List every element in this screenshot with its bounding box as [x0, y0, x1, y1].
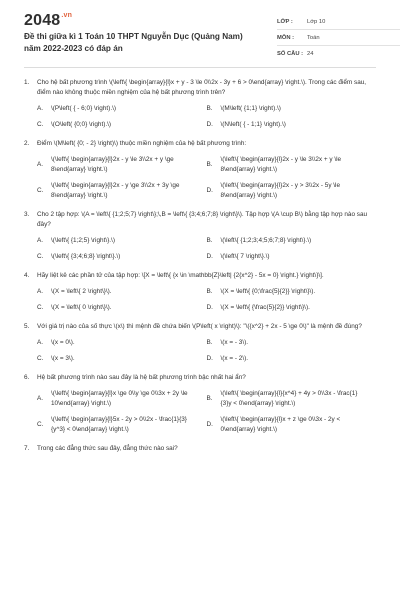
option-letter: A. — [37, 395, 44, 402]
question-4 — [24, 271, 376, 313]
option-letter: A. — [37, 105, 44, 112]
exam-header — [24, 0, 376, 68]
option-text: \(x = - 3\). — [220, 339, 249, 346]
answer-options — [37, 389, 376, 435]
option-b[interactable] — [207, 338, 377, 348]
question-number: 1. — [24, 79, 30, 86]
meta-subject-value: Toán — [307, 34, 320, 41]
meta-class-row — [277, 14, 400, 30]
meta-count-label: SỐ CÂU : — [277, 51, 304, 57]
answer-options — [37, 155, 376, 201]
option-letter: C. — [37, 421, 44, 428]
option-text: \(\left\{ \begin{array}{l}2x - y > 3\\2x - 5y \le 8\end{array} \right.\) — [220, 182, 341, 199]
option-letter: A. — [37, 237, 44, 244]
option-letter: D. — [206, 253, 213, 260]
meta-subject-row — [277, 30, 400, 46]
option-b[interactable] — [207, 389, 377, 409]
option-letter: B. — [206, 105, 213, 112]
question-header — [24, 78, 376, 98]
option-text: \(\left\{ \begin{array}{l}{x^4} + 4y > 0\\3x - \frac{1}{3}y < 0\end{array} \right.\) — [220, 390, 358, 407]
question-header — [24, 139, 376, 149]
question-number: 7. — [24, 445, 30, 452]
option-d[interactable] — [207, 252, 377, 262]
option-letter: A. — [37, 288, 44, 295]
logo-text: 2048 — [24, 12, 61, 29]
option-letter: D. — [206, 121, 213, 128]
answer-options — [37, 104, 376, 130]
question-header — [24, 322, 376, 332]
meta-class-label: LỚP : — [277, 18, 293, 25]
option-text: \(\left\{ 7 \right\}.\) — [220, 253, 270, 260]
option-letter: C. — [37, 187, 44, 194]
question-7 — [24, 444, 376, 454]
option-letter: B. — [206, 237, 213, 244]
option-letter: B. — [206, 339, 213, 346]
option-text: \(X = \left\{ 0 \right\}\). — [51, 304, 112, 311]
option-c[interactable] — [37, 354, 207, 364]
option-a[interactable] — [37, 287, 207, 297]
option-a[interactable] — [37, 236, 207, 246]
meta-count-row — [277, 46, 400, 62]
exam-meta — [277, 14, 400, 62]
option-text: \(x = - 2\). — [220, 355, 249, 362]
question-text: Cho 2 tập hợp: \(A = \left\{ {1;2;5;7} \right\};\,B = \left\{ {3;4;6;7;8} \right\}\). Tập hợp \(A \cup B\) bằng tập hợp nào sau đây? — [37, 211, 368, 228]
question-header — [24, 444, 376, 454]
site-logo[interactable] — [24, 12, 72, 30]
option-letter: B. — [206, 395, 213, 402]
option-text: \(\left\{ \begin{array}{l}2x - y \ge 3\\2x + 3y \ge 8\end{array} \right.\) — [51, 182, 180, 199]
meta-subject-label: MÔN : — [277, 34, 295, 41]
option-a[interactable] — [37, 338, 207, 348]
question-text: Hãy liệt kê các phần tử của tập hợp: \[X = \left\{ {x \in \mathbb{Z}\left| {2{x^2} - 5x = 0} \right.} \right\}\]. — [37, 272, 324, 279]
option-letter: C. — [37, 304, 44, 311]
option-text: \(\left\{ {1;2;3;4;5;6;7;8} \right\}.\) — [220, 237, 312, 244]
option-text: \(X = \left\{ {\frac{5}{2}} \right\}\). — [220, 304, 310, 311]
option-text: \(O\left( {0;0} \right).\) — [51, 121, 112, 128]
option-d[interactable] — [207, 415, 377, 435]
option-d[interactable] — [207, 354, 377, 364]
exam-title: Đề thi giữa kì 1 Toán 10 THPT Nguyễn Dục (Quảng Nam) năm 2022-2023 có đáp án — [24, 32, 243, 53]
question-number: 6. — [24, 374, 30, 381]
option-letter: D. — [206, 421, 213, 428]
question-text: Cho hệ bất phương trình \(\left\{ \begin{array}{l}x + y - 3 \le 0\\2x - 3y + 6 > 0\end{array} \right.\). Trong các điểm sau, điểm nào không thuộc miền nghiệm của hệ bất phương trình trên? — [37, 79, 367, 96]
question-5 — [24, 322, 376, 364]
question-text: Điểm \(M\left( {0; - 2} \right)\) thuộc miền nghiệm của hệ bất phương trình: — [37, 140, 247, 147]
question-2 — [24, 139, 376, 201]
question-number: 3. — [24, 211, 30, 218]
option-text: \(\left\{ \begin{array}{l}5x - 2y > 0\\2x - \frac{1}{3}{y^3} < 0\end{array} \right.\) — [51, 416, 187, 433]
option-d[interactable] — [207, 181, 377, 201]
question-number: 2. — [24, 140, 30, 147]
option-text: \(\left\{ {3;4;6;8} \right\}.\) — [51, 253, 121, 260]
question-header — [24, 210, 376, 230]
option-c[interactable] — [37, 303, 207, 313]
answer-options — [37, 236, 376, 262]
option-c[interactable] — [37, 120, 207, 130]
option-letter: D. — [206, 187, 213, 194]
meta-count-value: 24 — [307, 51, 314, 57]
option-letter: C. — [37, 355, 44, 362]
answer-options — [37, 338, 376, 364]
option-text: \(\left\{ \begin{array}{l}2x - y \le 3\\2x + y \ge 8\end{array} \right.\) — [51, 156, 174, 173]
option-text: \(\left\{ \begin{array}{l}x \ge 0\\y \ge 0\\3x + 2y \le 10\end{array} \right.\) — [51, 390, 188, 407]
option-text: \(\left\{ {1;2;5} \right\}.\) — [51, 237, 115, 244]
option-letter: C. — [37, 253, 44, 260]
option-letter: B. — [206, 288, 213, 295]
question-header — [24, 271, 376, 281]
meta-class-value: Lớp 10 — [307, 18, 326, 25]
option-a[interactable] — [37, 389, 207, 409]
option-c[interactable] — [37, 415, 207, 435]
option-letter: B. — [206, 161, 213, 168]
question-1 — [24, 78, 376, 130]
option-b[interactable] — [207, 236, 377, 246]
option-d[interactable] — [207, 303, 377, 313]
option-text: \(N\left( { - 1;1} \right).\) — [220, 121, 286, 128]
question-3 — [24, 210, 376, 262]
option-text: \(P\left( { - 6;0} \right).\) — [51, 105, 116, 112]
option-text: \(\left\{ \begin{array}{l}2x - y \le 3\\2x + y \le 8\end{array} \right.\) — [220, 156, 342, 173]
option-letter: D. — [206, 304, 213, 311]
option-text: \(X = \left\{ {0;\frac{5}{2}} \right\}\). — [220, 288, 316, 295]
option-c[interactable] — [37, 252, 207, 262]
question-text: Hệ bất phương trình nào sau đây là hệ bất phương trình bậc nhất hai ẩn? — [37, 374, 246, 381]
question-number: 5. — [24, 323, 30, 330]
question-6 — [24, 373, 376, 435]
option-a[interactable] — [37, 104, 207, 114]
question-text: Với giá trị nào của số thực \(x\) thì mệnh đề chứa biến \(P\left( x \right)\): "\({x^2} + 2x - 5 \ge 0\)" là mệnh đề đúng? — [37, 323, 362, 330]
question-text: Trong các đẳng thức sau đây, đẳng thức nào sai? — [37, 445, 178, 452]
question-header — [24, 373, 376, 383]
option-b[interactable] — [207, 104, 377, 114]
option-letter: A. — [37, 339, 44, 346]
option-text: \(x = 0\). — [51, 339, 75, 346]
logo-suffix: .vn — [61, 12, 73, 19]
option-text: \(M\left( {1;1} \right).\) — [220, 105, 281, 112]
option-letter: D. — [206, 355, 213, 362]
option-letter: A. — [37, 161, 44, 168]
option-b[interactable] — [207, 287, 377, 297]
option-b[interactable] — [207, 155, 377, 175]
option-text: \(X = \left\{ 2 \right\}\). — [51, 288, 112, 295]
question-number: 4. — [24, 272, 30, 279]
option-text: \(x = 3\). — [51, 355, 75, 362]
answer-options — [37, 287, 376, 313]
option-d[interactable] — [207, 120, 377, 130]
option-c[interactable] — [37, 181, 207, 201]
option-text: \(\left\{ \begin{array}{l}x + z \ge 0\\3x - 2y < 0\end{array} \right.\) — [220, 416, 341, 433]
option-letter: C. — [37, 121, 44, 128]
option-a[interactable] — [37, 155, 207, 175]
question-list — [24, 78, 376, 454]
